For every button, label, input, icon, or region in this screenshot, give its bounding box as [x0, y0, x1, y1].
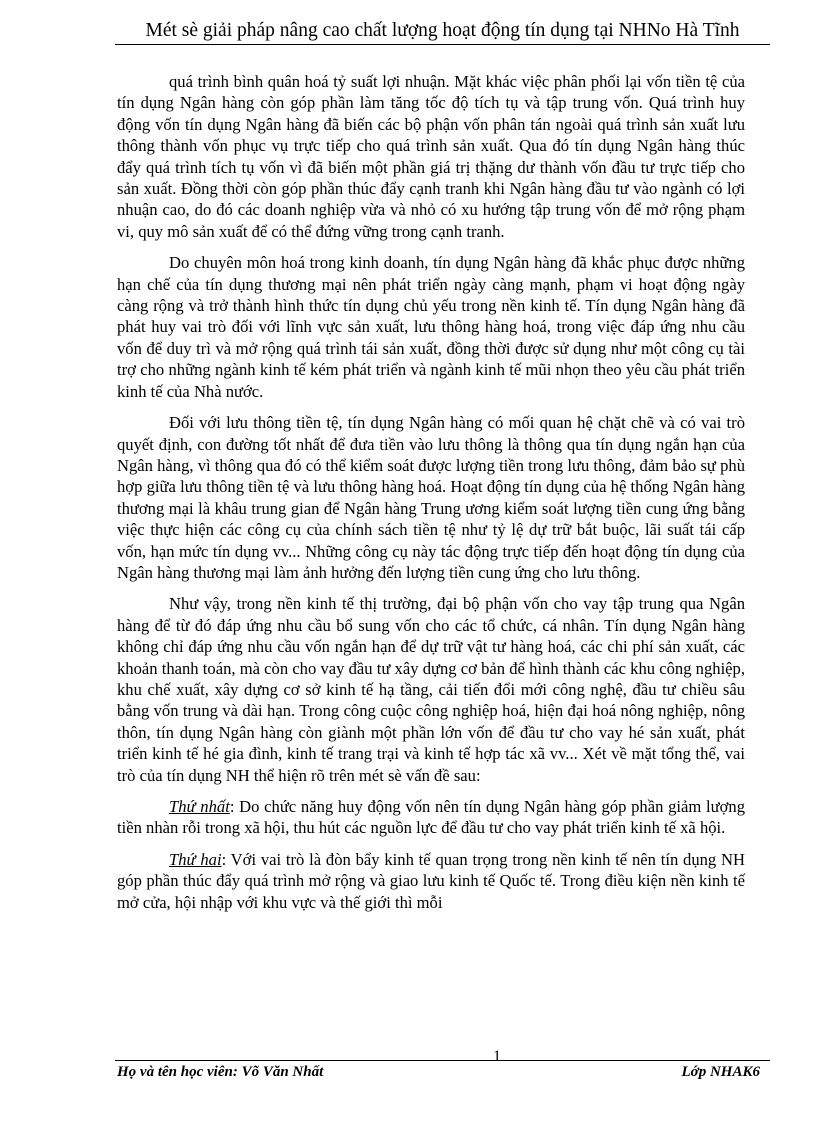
paragraph-6 — [117, 849, 745, 913]
footer-class: Lớp NHAK6 — [681, 1064, 760, 1080]
footer-student-name: Họ và tên học viên: Võ Văn Nhất — [117, 1064, 324, 1080]
paragraph-5-text: : Do chức năng huy động vốn nên tín dụng Ngân hàng góp phần giảm lượng tiền nhàn rỗi trong xã hội, thu hút các nguồn lực để đầu tư cho vay phát triển kinh tế xã hội. — [117, 797, 745, 838]
paragraph-5 — [117, 796, 745, 839]
page-number: 1 — [493, 1048, 501, 1065]
header-divider — [115, 44, 770, 45]
page-header-title: Mét sè giải pháp nâng cao chất lượng hoạt động tín dụng tại NHNo Hà Tĩnh — [145, 20, 740, 41]
paragraph-1: quá trình bình quân hoá tỷ suất lợi nhuận. Mặt khác việc phân phối lại vốn tiền tệ của tín dụng Ngân hàng còn góp phần làm tăng tốc độ tích tụ và tập trung vốn. Quá trình huy động vốn tín dụng Ngân hàng đã biến các bộ phận vốn phân tán ngoài quá trình sản xuất lưu thông thành vốn phục vụ trực tiếp cho quá trình sản xuất. Qua đó tín dụng Ngân hàng thúc đẩy quá trình tích tụ vốn vì đã biến một phần giá trị thặng dư thành vốn đầu tư trực tiếp cho sản xuất. Đồng thời còn góp phần thúc đẩy cạnh tranh khi Ngân hàng đầu tư vào ngành có lợi nhuận cao, do đó các doanh nghiệp vừa và nhỏ có xu hướng tập trung vốn để mở rộng phạm vi, quy mô sản xuất để có thể đứng vững trong cạnh tranh. — [117, 72, 745, 241]
footer-divider — [115, 1060, 770, 1061]
paragraph-3: Đối với lưu thông tiền tệ, tín dụng Ngân hàng có mối quan hệ chặt chẽ và có vai trò quyết định, con đường tốt nhất để đưa tiền vào lưu thông là thông qua tín dụng ngắn hạn của Ngân hàng, vì thông qua đó có thể kiểm soát được lượng tiền trong lưu thông, đảm bảo sự phù hợp giữa lưu thông tiền tệ và lưu thông hàng hoá. Hoạt động tín dụng của hệ thống Ngân hàng thương mại là khâu trung gian để Ngân hàng Trung ương kiểm soát lượng tiền cung ứng bằng việc thực hiện các công cụ của chính sách tiền tệ như tỷ lệ dự trữ bắt buộc, lãi suất tái cấp vốn, hạn mức tín dụng vv... Những công cụ này tác động trực tiếp đến hoạt động tín dụng của Ngân hàng thương mại làm ảnh hưởng đến lượng tiền cung ứng cho lưu thông. — [117, 413, 745, 582]
paragraph-6-lead: Thứ hai — [169, 849, 222, 869]
paragraph-5-lead: Thứ nhất — [169, 797, 230, 816]
paragraph-2: Do chuyên môn hoá trong kinh doanh, tín dụng Ngân hàng đã khắc phục được những hạn chế của tín dụng thương mại nên phát triển ngày càng mạnh, phạm vi hoạt động ngày càng rộng và trở thành hình thức tín dụng chủ yếu trong nền kinh tế. Tín dụng Ngân hàng đã phát huy vai trò đối với lĩnh vực sản xuất, lưu thông hàng hoá, trong việc đáp ứng nhu cầu vốn để duy trì và mở rộng quá trình tái sản xuất, đồng thời được sử dụng như một công cụ tài trợ cho những ngành kinh tế kém phát triển và ngành kinh tế mũi nhọn theo yêu cầu phát triển kinh tế của Nhà nước. — [117, 253, 745, 401]
document-body — [117, 71, 745, 923]
paragraph-4: Như vậy, trong nền kinh tế thị trường, đại bộ phận vốn cho vay tập trung qua Ngân hàng để từ đó đáp ứng nhu cầu bổ sung vốn cho các tổ chức, cá nhân. Tín dụng Ngân hàng không chỉ đáp ứng nhu cầu vốn ngắn hạn để dự trữ vật tư hàng hoá, các chi phí sản xuất, các khoản thanh toán, mà còn cho vay đầu tư xây dựng cơ bản để hình thành các khu công nghiệp, khu chế xuất, xây dựng cơ sở kinh tế hạ tầng, cải tiến đổi mới công nghệ, đầu tư chiều sâu bằng vốn trung và dài hạn. Trong công cuộc công nghiệp hoá, hiện đại hoá nông nghiệp, nông thôn, tín dụng Ngân hàng còn giành một phần lớn vốn để đầu tư cho vay hé sản xuất, phát triển kinh tế hé gia đình, kinh tế trang trại và kinh tế hợp tác xã vv... Xét về mặt tổng thể, vai trò của tín dụng NH thể hiện rõ trên mét sè vấn đề sau: — [117, 594, 745, 785]
paragraph-6-text: : Với vai trò là đòn bẩy kinh tế quan trọng trong nền kinh tế nên tín dụng NH góp phần thúc đẩy quá trình mở rộng và giao lưu kinh tế Quốc tế. Trong điều kiện nền kinh tế mở cửa, hội nhập với khu vực và thế giới thì mỗi — [117, 849, 745, 912]
